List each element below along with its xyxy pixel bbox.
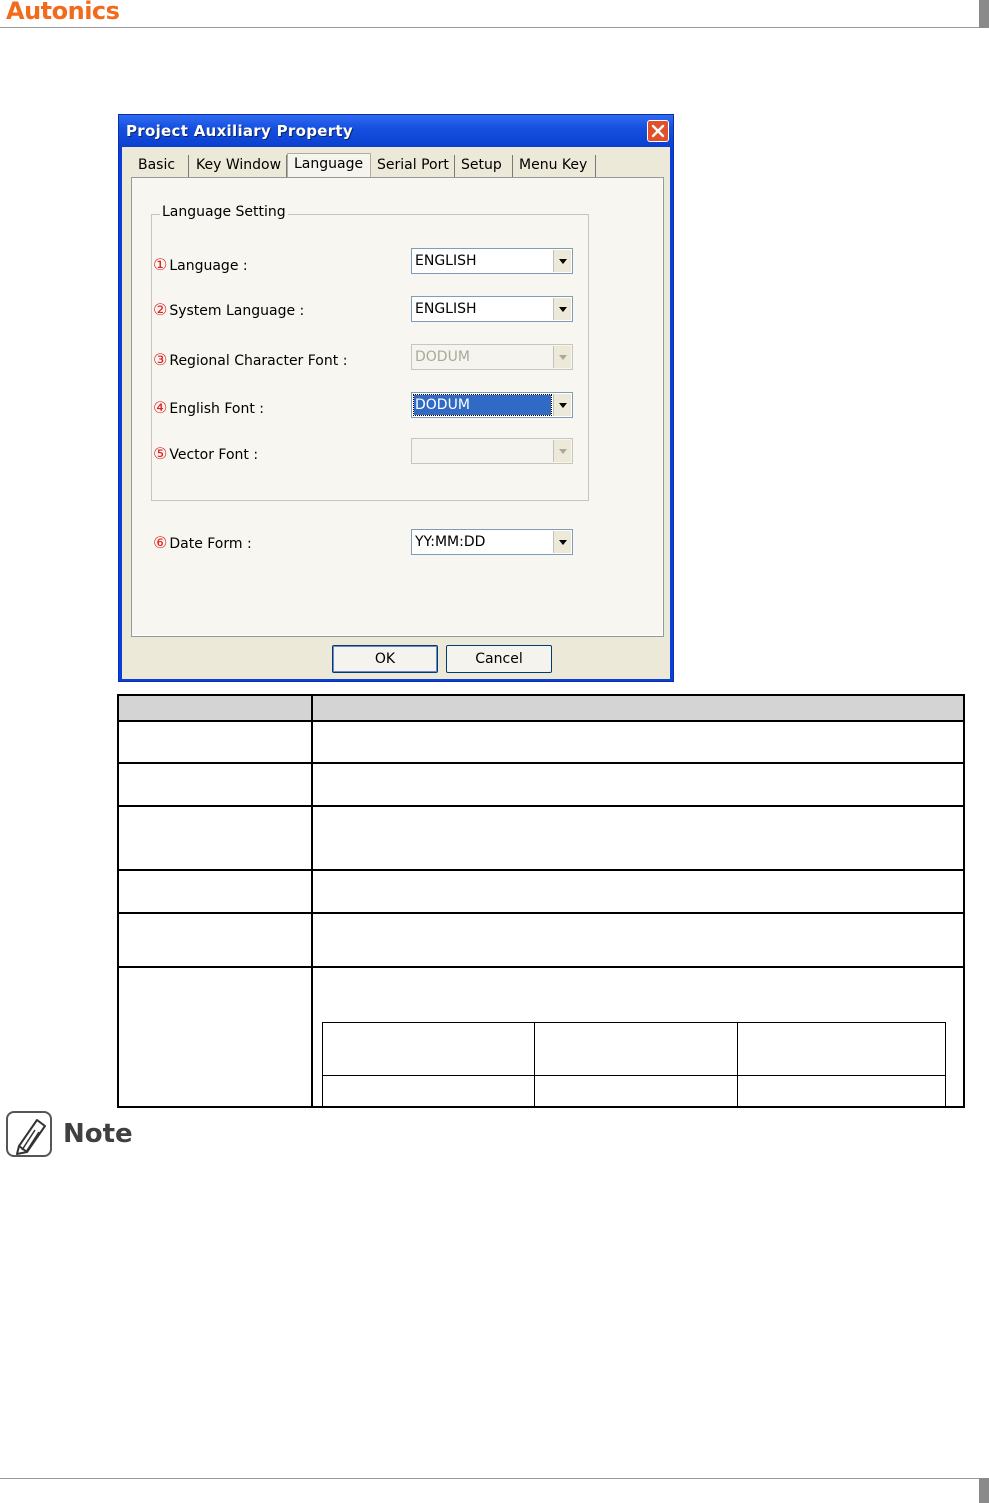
close-icon — [648, 121, 668, 141]
table-row — [118, 913, 964, 967]
table-cell — [323, 1076, 535, 1107]
table-row — [118, 870, 964, 913]
tab-language[interactable]: Language — [287, 153, 371, 178]
marker-5: ⑤ — [153, 444, 168, 463]
table-row — [118, 806, 964, 870]
header-marker — [979, 0, 989, 28]
tab-basic[interactable]: Basic — [132, 155, 189, 177]
vector-font-label-text: Vector Font : — [169, 447, 259, 463]
chevron-down-icon[interactable] — [553, 531, 571, 553]
language-select[interactable] — [411, 248, 573, 274]
system-language-label-text: System Language : — [169, 303, 305, 319]
table-row — [118, 763, 964, 806]
tab-setup[interactable]: Setup — [455, 155, 513, 177]
footer-marker — [979, 1478, 989, 1503]
chevron-down-icon[interactable] — [553, 250, 571, 272]
date-format-subtable — [322, 1022, 946, 1107]
note-heading: Note — [63, 1119, 133, 1149]
table-cell — [118, 870, 312, 913]
brand-logo: Autonics — [6, 0, 120, 25]
marker-6: ⑥ — [153, 533, 168, 552]
footer-divider — [0, 1478, 979, 1479]
system-language-value: ENGLISH — [415, 301, 477, 317]
english-font-value: DODUM — [414, 395, 551, 415]
english-font-select[interactable] — [411, 392, 573, 418]
table-cell — [118, 763, 312, 806]
date-form-label-text: Date Form : — [169, 536, 252, 552]
table-cell — [118, 721, 312, 763]
tab-menu-key[interactable]: Menu Key — [513, 155, 596, 177]
english-font-label — [153, 398, 264, 417]
chevron-down-icon[interactable] — [553, 298, 571, 320]
regional-font-value: DODUM — [415, 349, 470, 365]
dialog-client — [122, 147, 670, 679]
table-cell — [118, 806, 312, 870]
table-header-cell — [312, 695, 964, 721]
language-value: ENGLISH — [415, 253, 477, 269]
table-row — [118, 721, 964, 763]
language-label — [153, 255, 248, 274]
note-pencil-icon — [5, 1110, 55, 1158]
regional-font-label — [153, 350, 347, 369]
table-cell — [312, 913, 964, 967]
project-auxiliary-property-dialog — [118, 114, 674, 682]
table-row — [323, 1076, 946, 1107]
table-row — [323, 1023, 946, 1076]
system-language-select[interactable] — [411, 296, 573, 322]
chevron-down-icon — [553, 346, 571, 368]
vector-font-select — [411, 438, 573, 464]
tab-serial-port[interactable]: Serial Port — [371, 155, 455, 177]
table-header-cell — [118, 695, 312, 721]
table-cell — [118, 913, 312, 967]
date-form-label — [153, 533, 252, 552]
cancel-button[interactable]: Cancel — [446, 645, 552, 673]
date-form-value: YY:MM:DD — [415, 534, 486, 550]
table-header-row — [118, 695, 964, 721]
marker-2: ② — [153, 300, 168, 319]
table-cell — [535, 1076, 738, 1107]
vector-font-label — [153, 444, 258, 463]
chevron-down-icon — [553, 440, 571, 462]
group-title: Language Setting — [162, 204, 286, 220]
dialog-titlebar[interactable] — [119, 115, 673, 147]
table-cell — [118, 967, 312, 1107]
table-cell — [312, 806, 964, 870]
regional-font-select — [411, 344, 573, 370]
chevron-down-icon[interactable] — [553, 394, 571, 416]
language-label-text: Language : — [169, 258, 248, 274]
tab-key-window[interactable]: Key Window — [190, 155, 287, 177]
date-form-select[interactable] — [411, 529, 573, 555]
table-cell — [312, 721, 964, 763]
close-button[interactable] — [647, 120, 669, 142]
marker-1: ① — [153, 255, 168, 274]
table-cell — [738, 1076, 946, 1107]
english-font-label-text: English Font : — [169, 401, 264, 417]
system-language-label — [153, 300, 304, 319]
table-cell — [323, 1023, 535, 1076]
regional-font-label-text: Regional Character Font : — [169, 353, 348, 369]
table-cell — [535, 1023, 738, 1076]
table-cell — [312, 763, 964, 806]
marker-4: ④ — [153, 398, 168, 417]
header-divider — [0, 27, 979, 28]
tab-panel-language — [131, 177, 664, 637]
table-cell — [312, 870, 964, 913]
table-cell — [738, 1023, 946, 1076]
dialog-title: Project Auxiliary Property — [126, 122, 353, 140]
ok-button[interactable]: OK — [332, 645, 438, 673]
marker-3: ③ — [153, 350, 168, 369]
